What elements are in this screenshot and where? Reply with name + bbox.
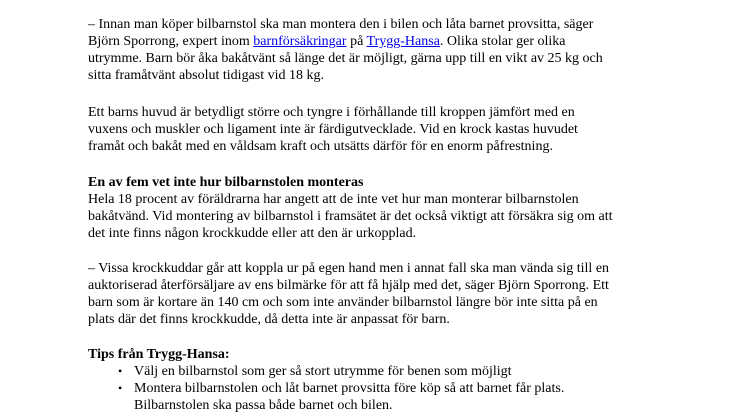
bullet-icon: • bbox=[118, 364, 123, 378]
text-line: vuxens och muskler och ligament inte är färdigutvecklade. Vid en krock kastas huvudet bbox=[88, 122, 578, 137]
text-line: – Innan man köper bilbarnstol ska man montera den i bilen och låta barnet provsitta, säger bbox=[88, 17, 594, 32]
text-line: bakåtvänd. Vid montering av bilbarnstol i framsätet är det också viktigt att försäkra sig om att bbox=[88, 209, 613, 224]
text-line: – Vissa krockkuddar går att koppla ur på egen hand men i annat fall ska man vända sig till en bbox=[88, 261, 610, 276]
barnforsakringar-link[interactable]: barnförsäkringar bbox=[253, 34, 347, 49]
text-line: utrymme. Barn bör åka bakåtvänt så länge det är möjligt, gärna upp till en vikt av 25 kg och bbox=[88, 51, 603, 66]
text-line: plats där det finns krockkudde, då detta inte är anpassat för barn. bbox=[88, 312, 450, 327]
text-line: Ett barns huvud är betydligt större och tyngre i förhållande till kroppen jämfört med en bbox=[88, 105, 575, 120]
list-item-text: Välj en bilbarnstol som ger så stort utrymme för benen som möjligt bbox=[134, 364, 512, 379]
bullet-icon: • bbox=[118, 381, 123, 395]
text-segment: . Olika stolar ger olika bbox=[439, 34, 566, 49]
list-item-text: Montera bilbarnstolen och låt barnet provsitta före köp så att barnet får plats. bbox=[134, 381, 565, 396]
text-line: barn som är kortare än 140 cm och som inte använder bilbarnstol längre bör inte sitta på en bbox=[88, 295, 598, 310]
section-heading: En av fem vet inte hur bilbarnstolen monteras bbox=[88, 175, 364, 190]
text-line: Hela 18 procent av föräldrarna har angett att de inte vet hur man monterar bilbarnstolen bbox=[88, 192, 579, 207]
text-segment: på bbox=[346, 34, 367, 49]
list-item-text: Bilbarnstolen ska passa både barnet och bilen. bbox=[134, 398, 393, 413]
text-line: auktoriserad återförsäljare av ens bilmärke för att få hjälp med det, säger Björn Sporrong. Ett bbox=[88, 278, 609, 293]
text-line: sitta framåtvänt absolut tidigast vid 18 kg. bbox=[88, 68, 325, 83]
tips-heading: Tips från Trygg-Hansa: bbox=[88, 347, 230, 362]
text-line: framåt och bakåt med en våldsam kraft och utsätts därför för en enorm påfrestning. bbox=[88, 139, 553, 154]
trygg-hansa-link[interactable]: Trygg-Hansa bbox=[366, 34, 440, 49]
text-line: det inte finns någon krockkudde eller att den är urkopplad. bbox=[88, 226, 417, 241]
text-line-with-links bbox=[88, 33, 565, 50]
text-segment: Björn Sporrong, expert inom bbox=[88, 34, 254, 49]
